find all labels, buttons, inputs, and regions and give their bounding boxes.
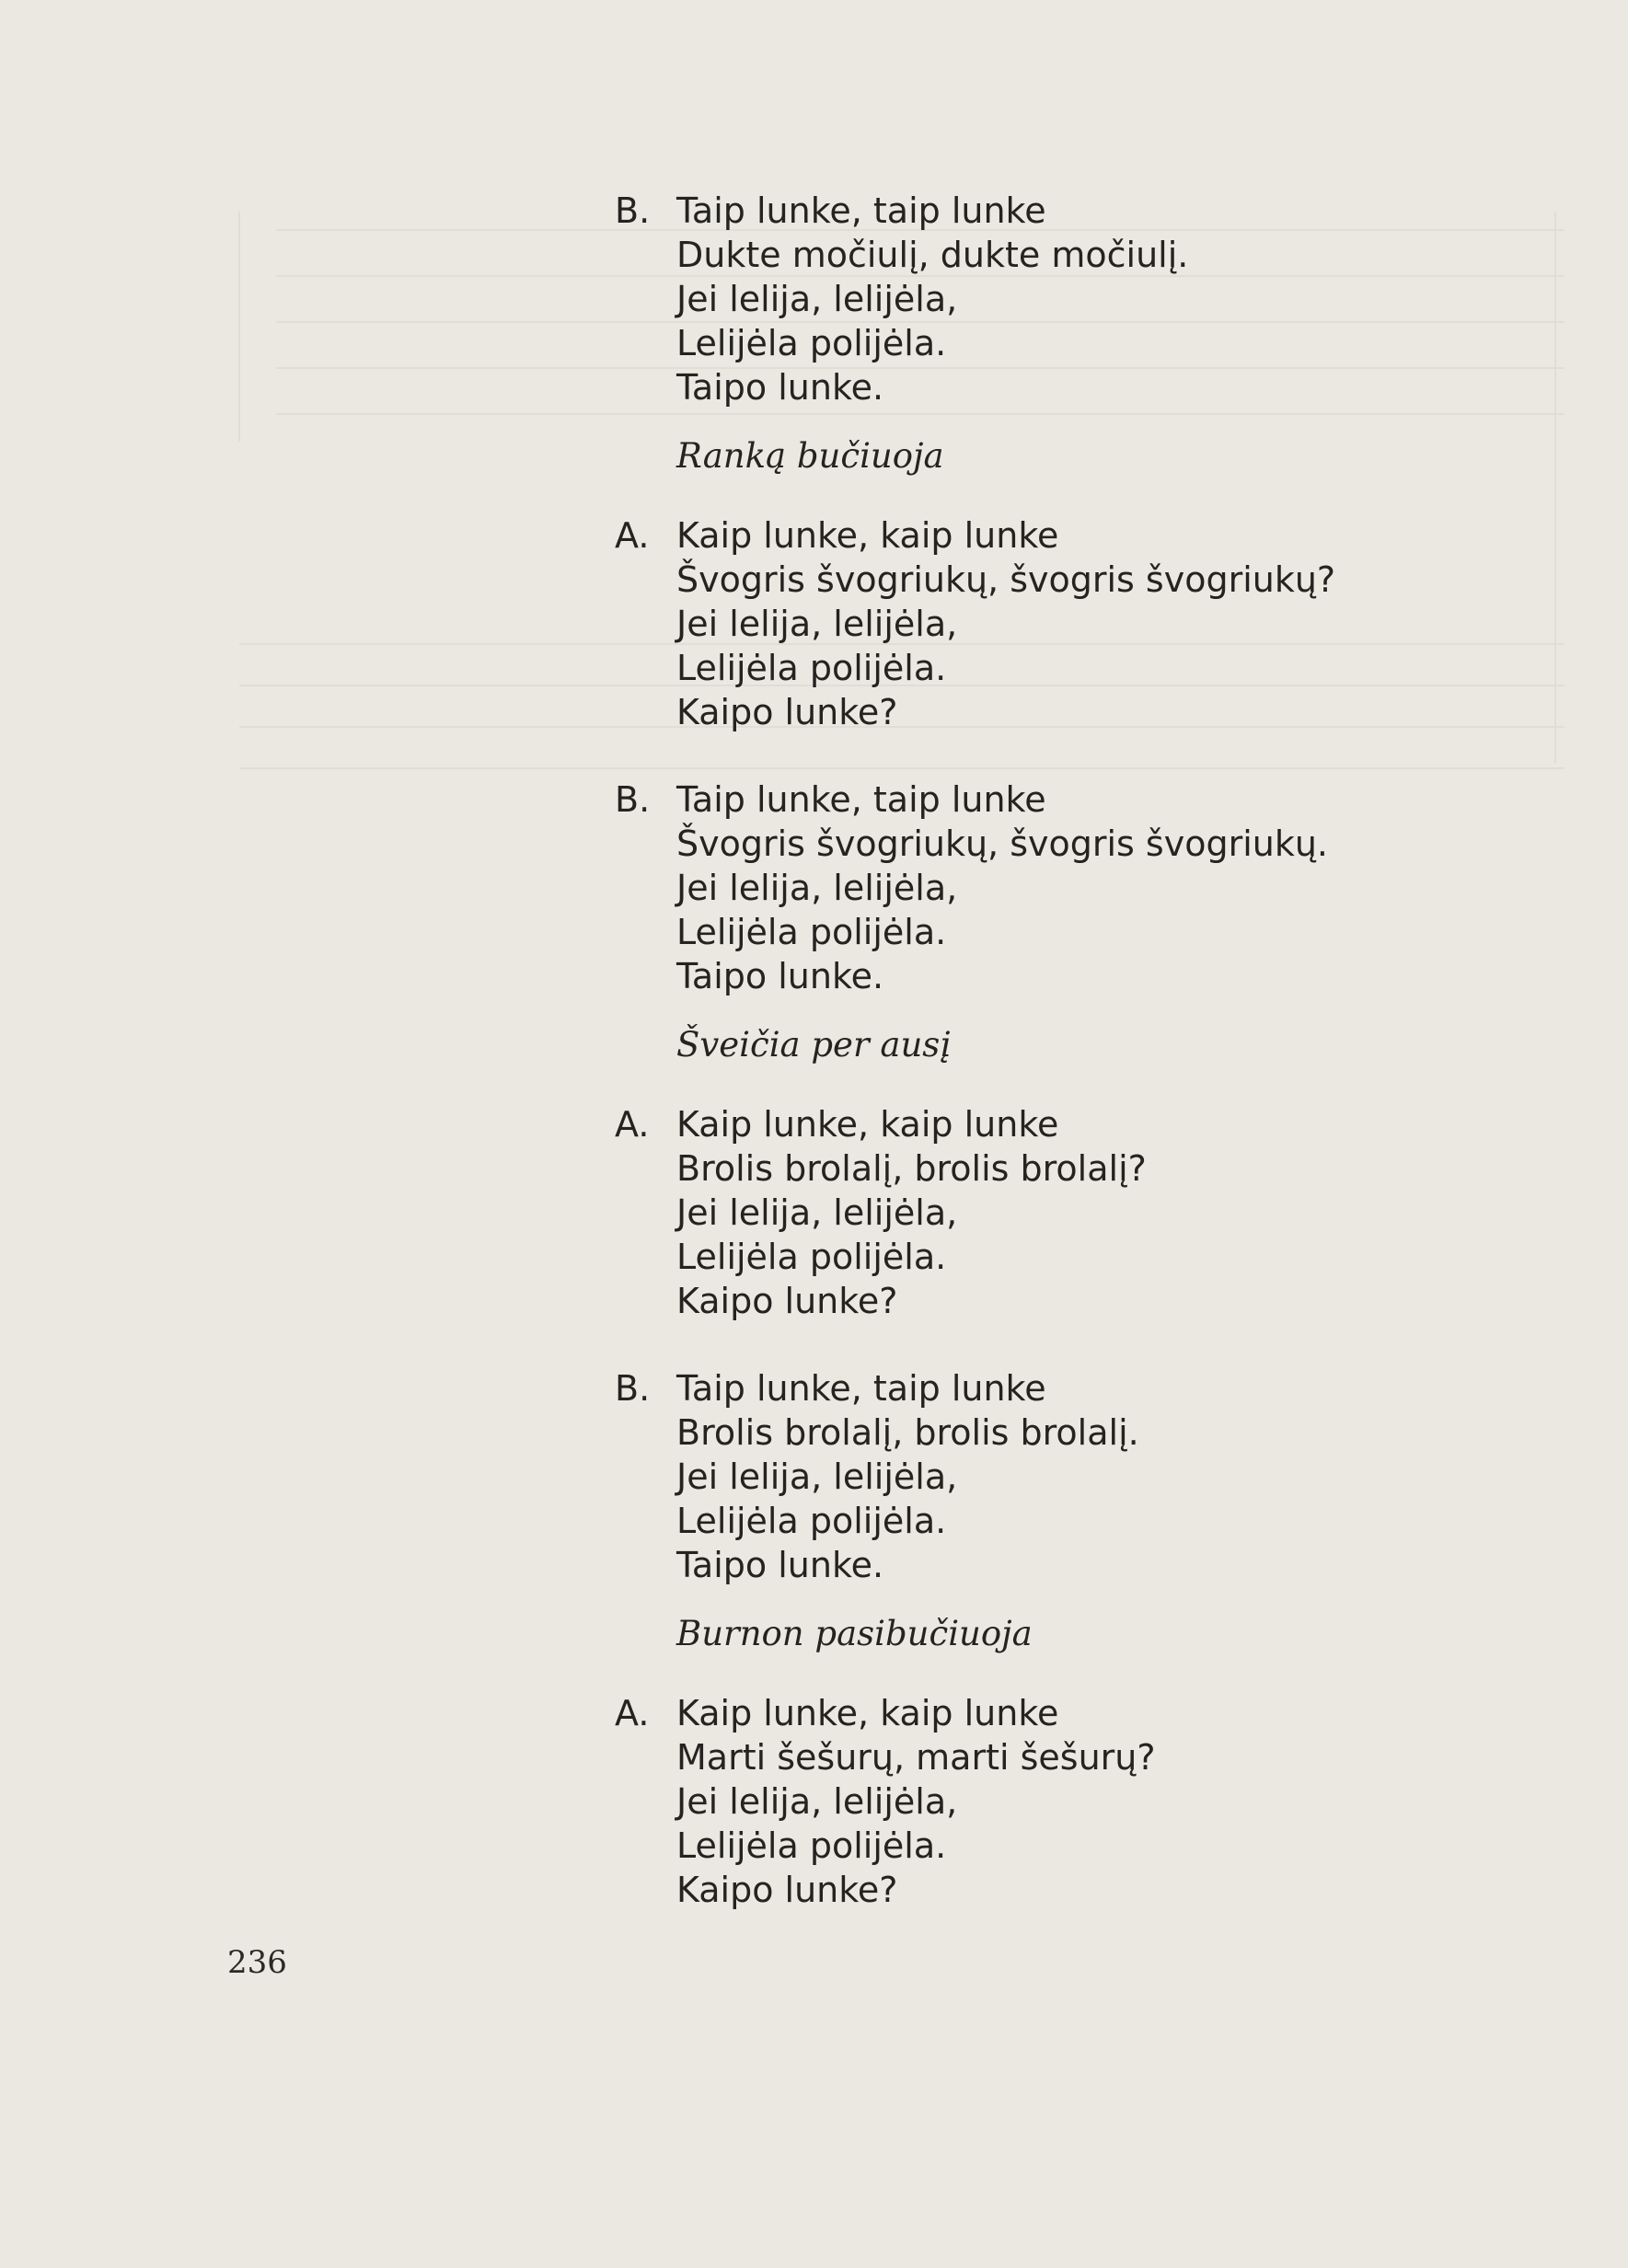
lyric-line: Lelijėla polijėla.: [676, 912, 947, 952]
lyric-line: Kaipo lunke?: [676, 1870, 898, 1910]
lyric-line: Lelijėla polijėla.: [676, 323, 947, 363]
lyric-line: Taip lunke, taip lunke: [676, 779, 1046, 820]
lyric-line: Taipo lunke.: [676, 1545, 884, 1585]
lyric-line: Kaip lunke, kaip lunke: [676, 1693, 1059, 1733]
lyric-line: Lelijėla polijėla.: [676, 1825, 947, 1866]
stanza-lines: [615, 777, 1535, 998]
speaker-label: A.: [615, 1693, 650, 1733]
stanza: [615, 1102, 1535, 1323]
lyric-line: Brolis brolalį, brolis brolalį?: [676, 1148, 1147, 1189]
lyric-line: Švogris švogriukų, švogris švogriukų.: [676, 823, 1329, 864]
lyric-line: Jei lelija, lelijėla,: [676, 604, 958, 644]
lyric-line: Marti šešurų, marti šešurų?: [676, 1737, 1156, 1778]
page-number: 236: [227, 1944, 287, 1981]
lyric-line: Švogris švogriukų, švogris švogriukų?: [676, 559, 1336, 600]
lyric-line: Lelijėla polijėla.: [676, 648, 947, 688]
lyric-line: Jei lelija, lelijėla,: [676, 1781, 958, 1822]
lyric-line: Dukte močiulį, dukte močiulį.: [676, 235, 1189, 275]
stanza-lines: [615, 513, 1535, 734]
stanza-lines: [615, 1366, 1535, 1587]
stanza: [615, 777, 1535, 998]
stage-direction: Šveičia per ausį: [676, 1025, 952, 1065]
lyric-line: Jei lelija, lelijėla,: [676, 1456, 958, 1497]
lyrics-body: [615, 189, 1535, 1912]
speaker-label: B.: [615, 1368, 651, 1409]
stanza: [615, 1366, 1535, 1587]
lyric-line: Lelijėla polijėla.: [676, 1501, 947, 1541]
stage-direction: Burnon pasibučiuoja: [676, 1614, 1033, 1653]
stanza: [615, 189, 1535, 409]
stanza: [615, 1691, 1535, 1912]
speaker-label: A.: [615, 515, 650, 556]
lyric-line: Lelijėla polijėla.: [676, 1237, 947, 1277]
lyric-line: Kaipo lunke?: [676, 692, 898, 732]
lyric-line: Taipo lunke.: [676, 367, 884, 408]
stanza-lines: [615, 1102, 1535, 1323]
lyric-line: Jei lelija, lelijėla,: [676, 279, 958, 319]
lyric-line: Taip lunke, taip lunke: [676, 190, 1046, 231]
stage-direction: Ranką bučiuoja: [676, 436, 944, 476]
speaker-label: B.: [615, 779, 651, 820]
lyric-line: Taip lunke, taip lunke: [676, 1368, 1046, 1409]
speaker-label: A.: [615, 1104, 650, 1145]
lyric-line: Brolis brolalį, brolis brolalį.: [676, 1412, 1139, 1453]
stanza: [615, 513, 1535, 734]
speaker-label: B.: [615, 190, 651, 231]
lyric-line: Kaip lunke, kaip lunke: [676, 1104, 1059, 1145]
lyric-line: Kaipo lunke?: [676, 1281, 898, 1321]
lyric-line: Kaip lunke, kaip lunke: [676, 515, 1059, 556]
stanza-lines: [615, 1691, 1535, 1912]
lyric-line: Jei lelija, lelijėla,: [676, 868, 958, 908]
lyric-line: Taipo lunke.: [676, 956, 884, 996]
stanza-lines: [615, 189, 1535, 409]
lyric-line: Jei lelija, lelijėla,: [676, 1192, 958, 1233]
